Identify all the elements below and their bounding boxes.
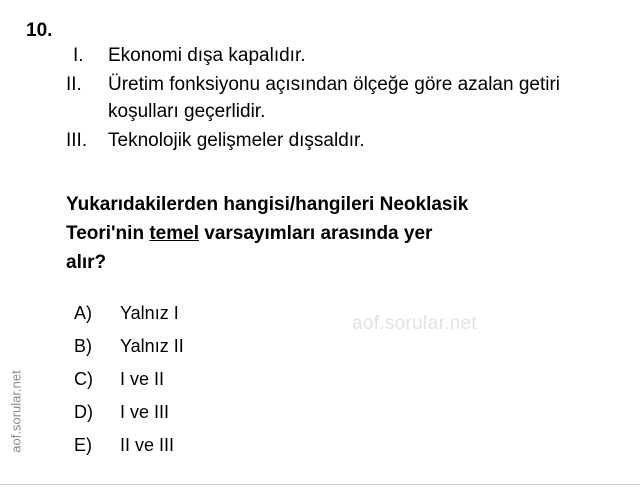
option-d[interactable] bbox=[74, 396, 574, 429]
option-label: B) bbox=[74, 336, 92, 356]
question-number: 10. bbox=[26, 20, 53, 41]
stem-underlined-word: temel bbox=[149, 223, 199, 244]
statement-label: II. bbox=[66, 74, 82, 95]
option-a[interactable] bbox=[74, 297, 574, 330]
stem-line-1: Yukarıdakilerden hangisi/hangileri Neoklasik bbox=[66, 194, 469, 215]
statement-list bbox=[66, 42, 611, 156]
statement-text: Ekonomi dışa kapalıdır. bbox=[108, 45, 306, 66]
stem-line-2-part-b: varsayımları arasında yer bbox=[204, 223, 433, 244]
stem-line-2 bbox=[66, 219, 611, 248]
statement-label: I. bbox=[73, 45, 84, 66]
answer-options bbox=[74, 297, 574, 462]
bottom-divider bbox=[0, 484, 640, 485]
option-label: A) bbox=[74, 303, 92, 323]
option-label: E) bbox=[74, 435, 92, 455]
list-item bbox=[66, 42, 611, 69]
option-label: C) bbox=[74, 369, 93, 389]
option-text: Yalnız I bbox=[120, 303, 179, 323]
stem-line-3: alır? bbox=[66, 252, 107, 273]
statement-text: Üretim fonksiyonu açısından ölçeğe göre azalan getiri koşulları geçerlidir. bbox=[108, 74, 561, 122]
watermark-center: aof.sorular.net bbox=[352, 313, 477, 334]
option-text: Yalnız II bbox=[120, 336, 184, 356]
watermark-side: aof.sorular.net bbox=[8, 370, 24, 453]
option-label: D) bbox=[74, 402, 93, 422]
option-c[interactable] bbox=[74, 363, 574, 396]
question-stem bbox=[66, 190, 611, 277]
option-text: II ve III bbox=[120, 435, 175, 455]
option-text: I ve III bbox=[120, 402, 170, 422]
stem-line-2-part-a: Teori'nin bbox=[66, 223, 145, 244]
statement-label: III. bbox=[66, 130, 88, 151]
option-b[interactable] bbox=[74, 330, 574, 363]
list-item bbox=[66, 127, 611, 154]
option-e[interactable] bbox=[74, 429, 574, 462]
option-text: I ve II bbox=[120, 369, 165, 389]
statement-text: Teknolojik gelişmeler dışsaldır. bbox=[108, 130, 365, 151]
list-item bbox=[66, 71, 611, 125]
